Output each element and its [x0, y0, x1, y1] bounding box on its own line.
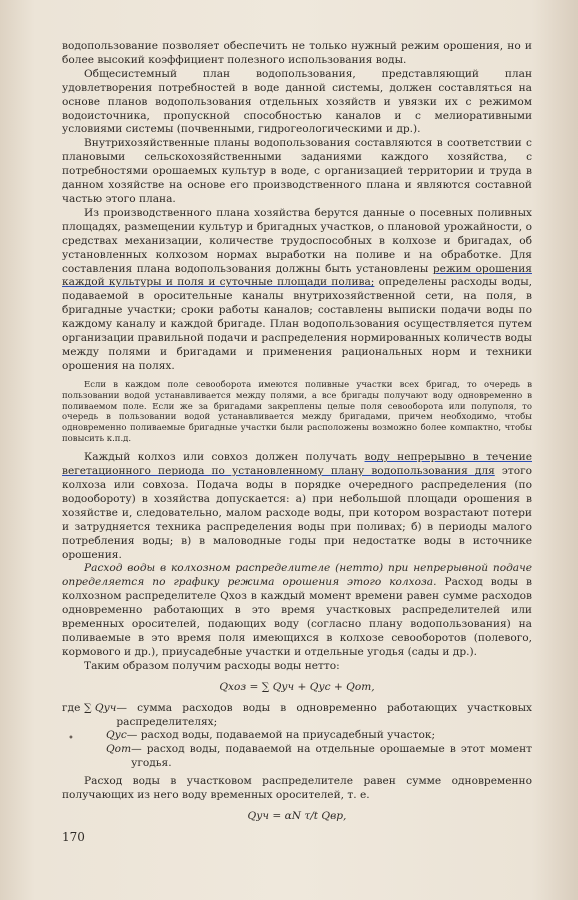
definition-row-1 [62, 702, 532, 730]
page-number: 170 [62, 830, 85, 844]
paragraph-2: Общесистемный план водопользования, представляющий план удовлетворения потребностей в воде данной системы, должен составляться на основе планов водопользования отдельных хозяйств и увязки их с режимом водоисточника, пропускной способностью каналов и с мелиоративными условиями системы (почвенными, гидрогеологическими и др.). [62, 67, 532, 136]
paragraph-7 [62, 562, 532, 659]
paragraph-9: Расход воды в участковом распределителе равен сумме одновременно получающих из него воду временных оросителей, т. е. [62, 775, 532, 802]
where-word: где [62, 701, 81, 714]
underlined-phrase-2: воду непрерывно в течение вегетационного периода по установленному плану водопользования для [62, 451, 532, 478]
definition-desc-3: — расход воды, подаваемой на отдельные орошаемые в этот момент угодья. [131, 743, 532, 770]
paragraph-7-rest: Расход воды в колхозном распределителе Qхоз в каждый момент времени равен сумме расходов одновременно работающих в это время участковых распределителей или временных оросителей, подающих воду (согласно плану водопользования) на поливаемые в это время поля имеющихся в колхозе севооборотов (полевого, кормового и др.), приусадебные участки и отдельные угодья (сады и др.). [62, 576, 532, 658]
margin-dot: • [68, 733, 74, 744]
paragraph-7-italic: Расход воды в колхозном распределителе (нетто) при непрерывной подаче определяется по графику режима орошения этого колхоза. [62, 562, 532, 589]
definition-term-3: Qот [106, 743, 132, 756]
paragraph-6 [62, 451, 532, 562]
paragraph-4-text-a: Из производственного плана хозяйства берутся данные о посевных поливных площадях, размещении культур и бригадных участков, о плановой урожайности, о средствах механизации, количестве трудоспособных в колхозе и бригадах, об установленных колхозом нормах выработки на поливе и на обработке. Для составления плана водопользования должны быть установлены [62, 206, 532, 275]
formula-1: Qхоз = ∑ Qуч + Qус + Qот, [219, 680, 375, 693]
paragraph-6-text-b: этого колхоза или совхоза. Подача воды в порядке очередного распределения (по водообороту) в хозяйства допускается: а) при небольшой площади орошения в хозяйстве и, следовательно, малом расходе воды, при котором возрастают потери и затрудняется техника распределения воды при поливах; б) в периоды малого потребления воды; в) в маловодные годы при недостатке воды в источнике орошения. [62, 465, 532, 561]
underlined-phrase-1: режим орошения каждой культуры и поля и суточные площади полива; [62, 262, 532, 289]
paragraph-6-text-a: Каждый колхоз или совхоз должен получать [84, 451, 365, 464]
paragraph-1: водопользование позволяет обеспечить не только нужный режим орошения, но и более высокий коэффициент полезного использования воды. [62, 40, 532, 66]
definition-row-2 [62, 729, 532, 743]
definition-row-3 [62, 743, 532, 771]
paragraph-4-text-b: определены расходы воды, подаваемой в оросительные каналы внутрихозяйственной сети, на поля, в бригадные участки; сроки работы каналов; составлены выписки подачи воды по каждому каналу и каждой бригаде. План водопользования осуществляется путем организации правильной подачи и распределения нормированных количеств воды между полями и бригадами и применения рациональных норм и техники орошения на полях. [62, 276, 532, 372]
paragraph-4 [62, 207, 532, 374]
definition-desc-2: — расход воды, подаваемой на приусадебный участок; [126, 729, 436, 742]
page-text [62, 40, 532, 831]
definition-desc-1: — сумма расходов воды в одновременно работающих участковых распределителях; [116, 701, 532, 728]
small-print-note: Если в каждом поле севооборота имеются поливные участки всех бригад, то очередь в пользовании водой устанавливается между полями, а все бригады получают воду одновременно в поливаемом поле. Если же за бригадами закреплены целые поля севооборота или полуполя, то очередь в пользовании водой устанавливается между бригадами, причем необходимо, чтобы одновременно поливаемые бригадные участки были расположены возможно более компактно, чтобы повысить к.п.д. [62, 379, 532, 445]
paragraph-3: Внутрихозяйственные планы водопользования составляются в соответствии с плановыми сельскохозяйственными заданиями каждого хозяйства, с потребностями орошаемых культур в воде, с организацией территории и труда в данном хозяйстве на основе его производственного плана и являются составной частью этого плана. [62, 137, 532, 205]
paragraph-8: Таким образом получим расходы воды нетто: [84, 659, 340, 672]
definition-term-2: Qус [106, 729, 127, 742]
formula-2: Qуч = αN τ/t Qвр, [247, 809, 347, 822]
definition-term-1: ∑ Qуч [84, 701, 117, 714]
